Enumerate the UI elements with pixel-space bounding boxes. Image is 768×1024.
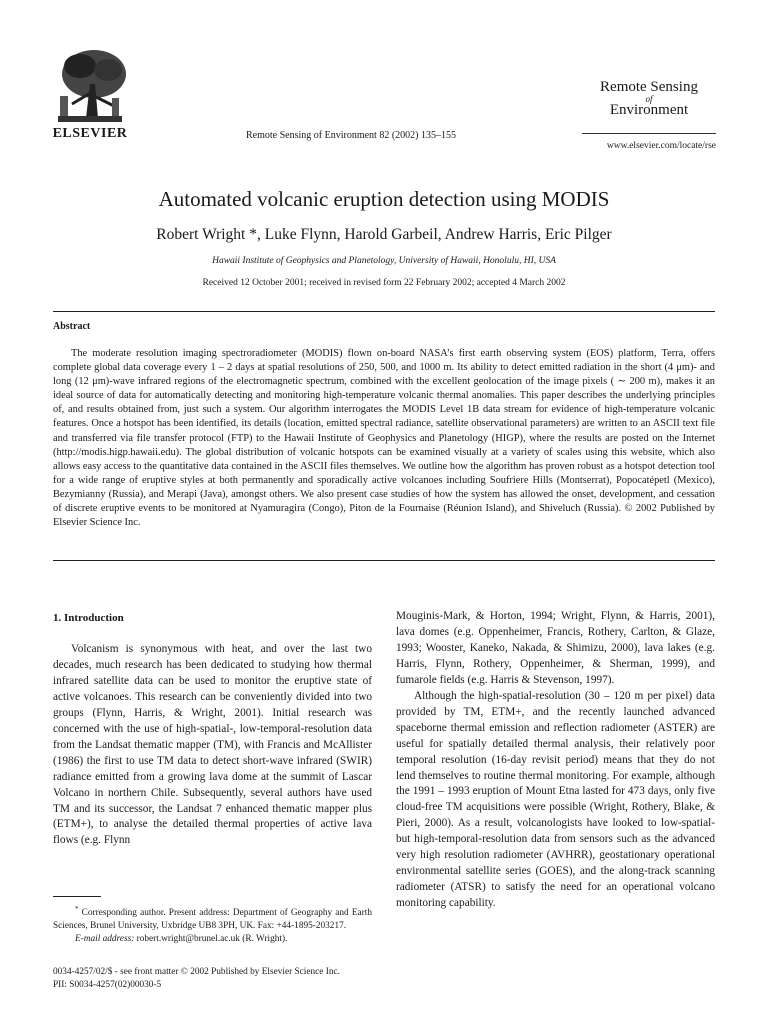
article-title: Automated volcanic eruption detection using MODIS (158, 187, 610, 211)
received-dates: Received 12 October 2001; received in revised form 22 February 2002; accepted 4 March 2002 (202, 278, 566, 288)
footnote-text: Corresponding author. Present address: Department of Geography and Earth Sciences, Brunel University, Uxbridge UB8 3PH, UK. Fax: +44-1895-203217. (53, 908, 372, 932)
pii-line: PII: S0034-4257(02)00030-5 (53, 980, 162, 990)
journal-name-line1: Remote Sensing (600, 79, 698, 95)
abstract-top-rule (53, 311, 715, 312)
footnote-marker: * (75, 905, 79, 913)
email-label: E-mail address: (75, 934, 135, 945)
front-matter (53, 966, 340, 992)
intro-paragraph-1: Volcanism is synonymous with heat, and over the last two decades, much research has been dedicated to studying how thermal infrared satellite data can be used to monitor the eruptive state of active volcanoes. This research can be conveniently divided into two groups (Flynn, Harris, & Wright, 2001). Initial research was concerned with the use of high-spatial-, low-temporal-resolution data from the Landsat thematic mapper (TM), with Francis and McAllister (1986) the first to use TM data to detect short-wave infrared (SWIR) radiance emitted from a growing lava dome at the summit of Lascar Volcano in northern Chile. Subsequently, several authors have used TM and its successor, the Landsat 7 enhanced thematic mapper plus (ETM+), to analyse the detailed thermal properties of active lava flows (e.g. Flynn (53, 643, 372, 847)
journal-name-line2: Environment (609, 102, 689, 118)
journal-logo (582, 80, 716, 118)
intro-paragraph-continued: Mouginis-Mark, & Horton, 1994; Wright, Flynn, & Harris, 2001), lava domes (e.g. Oppenheimer, Francis, Rothery, Carlton, & Glaze, 1993; Wooster, Kaneko, Nakada, & Shimizu, 2000), lava lakes (e.g. Harris, Flynn, Rothery, Oppenheimer, & Sherman, 1999), and fumarole fields (e.g. Harris & Stevenson, 1997). (396, 610, 715, 686)
intro-paragraph-2: Although the high-spatial-resolution (30 – 120 m per pixel) data provided by TM, ETM+, and the recently launched advanced spaceborne thermal emission and reflection radiometer (ASTER) are useful for spatially detailed thermal analysis, their relatively poor temporal resolution (16-day revisit period) means that they do not lend themselves to routine thermal monitoring. For example, although the 1991 – 1993 eruption of Mount Etna lasted for 473 days, only five cloud-free TM acquisitions were possible (Wright, Rothery, Blake, & Pieri, 2000). As a result, volcanologists have looked to low-spatial- but high-temporal-resolution data from sensors such as the advanced very high resolution radiometer (AVHRR), geostationary operational environmental satellite series (GOES), and the along-track scanning radiometer (ATSR) to satisfy the need for an operational volcano monitoring capability. (396, 689, 715, 910)
journal-url[interactable]: www.elsevier.com/locate/rse (606, 141, 716, 151)
abstract-bottom-rule (53, 560, 715, 561)
affiliation: Hawaii Institute of Geophysics and Planetology, University of Hawaii, Honolulu, HI, USA (212, 256, 556, 266)
issn-line: 0034-4257/02/$ - see front matter © 2002 Published by Elsevier Science Inc. (53, 967, 340, 977)
journal-divider (582, 133, 716, 134)
journal-citation: Remote Sensing of Environment 82 (2002) 135–155 (246, 130, 456, 141)
left-column (53, 642, 372, 849)
elsevier-tree-logo-icon (50, 44, 130, 128)
footnote-rule (53, 896, 101, 897)
abstract-heading: Abstract (53, 321, 91, 332)
right-column (396, 609, 715, 912)
publisher-logo-text: ELSEVIER (52, 126, 128, 141)
email-address[interactable]: robert.wright@brunel.ac.uk (R. Wright). (136, 934, 288, 945)
author-list: Robert Wright *, Luke Flynn, Harold Garbeil, Andrew Harris, Eric Pilger (156, 226, 612, 243)
footnote (53, 903, 372, 946)
journal-name-of: of (645, 94, 653, 104)
section-heading-introduction: 1. Introduction (53, 612, 124, 624)
abstract-text: The moderate resolution imaging spectroradiometer (MODIS) flown on-board NASA’s first earth observing system (EOS) platform, Terra, offers complete global data coverage every 1 – 2 days at spatial resolutions of 250, 500, and 1000 m. Its ability to detect emitted radiation in the short (4 μm)- and long (12 μm)-wave infrared regions of the electromagnetic spectrum, combined with the excellent geolocation of the image pixels ( ∼ 200 m), makes it an ideal source of data for automatically detecting and monitoring high-temperature volcanic thermal anomalies. This paper describes the underlying principles of, and results obtained from, just such a system. Our algorithm interrogates the MODIS Level 1B data stream for evidence of high-temperature volcanic features. Once a hotspot has been identified, its details (location, emitted spectral radiance, satellite observational parameters) are written to an ASCII text file and transferred via file transfer protocol (FTP) to the Hawaii Institute of Geophysics and Planetology (HIGP), where the results are posted on the Internet (http://modis.higp.hawaii.edu). The global distribution of volcanic hotspots can be examined visually at a variety of scales using this website, which also allows easy access to the quantitative data contained in the ASCII files themselves. We outline how the algorithm has proven robust as a hotspot detection tool for a wide range of eruptive styles at both permanently and sporadically active volcanoes including Soufriere Hills (Montserrat), Popocatépetl (Mexico), Bezymianny (Russia), and Merapi (Java), amongst others. We also present case studies of how the system has allowed the onset, development, and cessation of discrete eruptive events to be monitored at Nyamuragira (Congo), Piton de la Fournaise (Réunion Island), and Shiveluch (Russia). © 2002 Published by Elsevier Science Inc. (53, 348, 715, 529)
